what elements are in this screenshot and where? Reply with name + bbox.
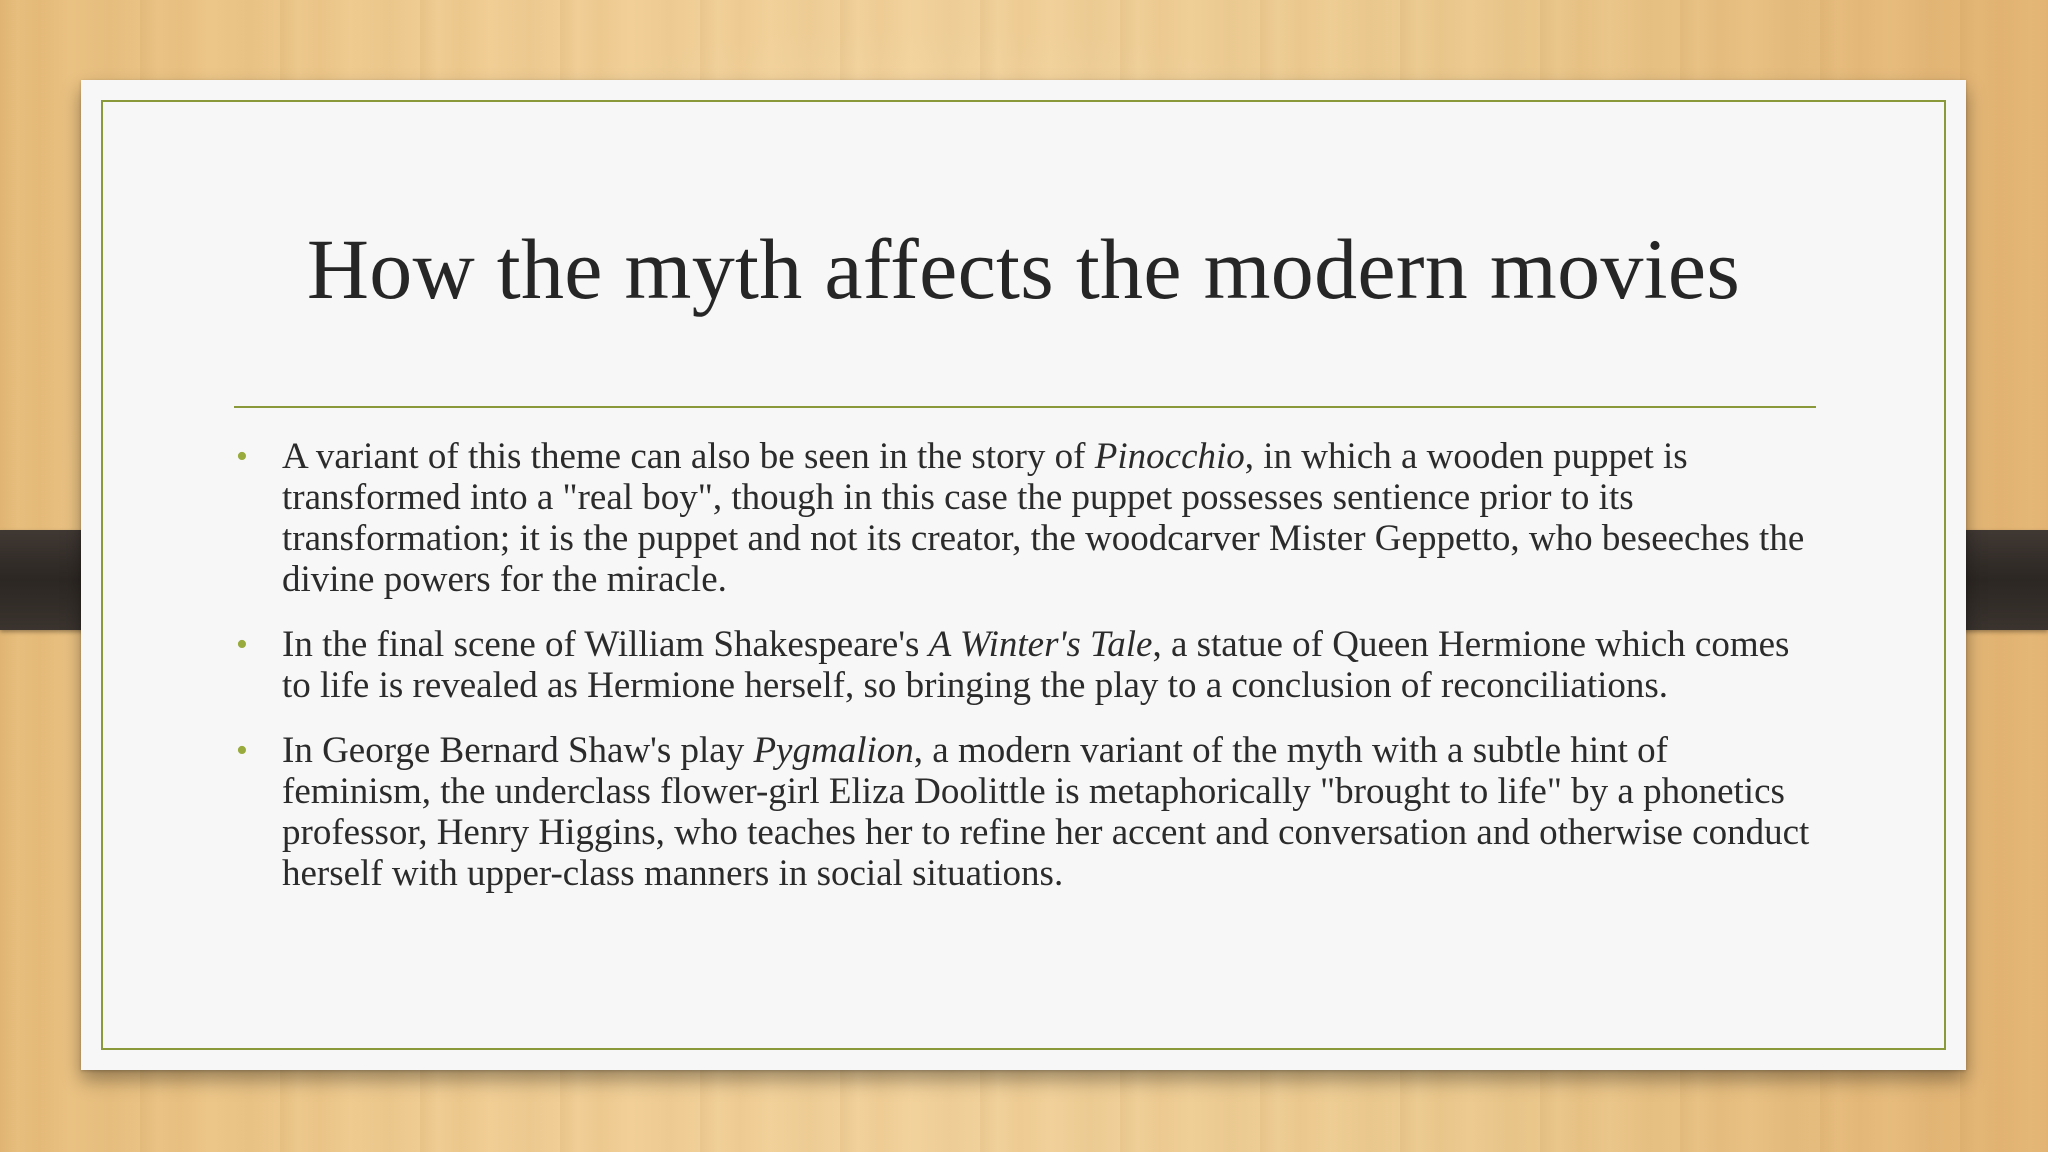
bullet-text-after: , in which a wooden puppet is transformed into a "real boy", though in this case the puppet possesses sentience prior to its transformation; it is the puppet and not its creator, the woodcarver Mister Geppetto, who beseeches the divine powers for the miracle.: [282, 436, 1805, 600]
bullet-dot-icon: •: [236, 438, 248, 475]
bullet-dot-icon: •: [236, 626, 248, 663]
bullet-item-winters-tale: [234, 624, 1824, 706]
bullet-text-before: In the final scene of William Shakespeare's: [282, 624, 929, 665]
work-title-winters-tale: A Winter's Tale: [928, 624, 1153, 665]
bullet-text-before: A variant of this theme can also be seen in the story of: [282, 436, 1095, 477]
work-title-pygmalion: Pygmalion: [753, 730, 914, 771]
slide-card: [81, 80, 1966, 1070]
bullet-item-pinocchio: [234, 436, 1824, 600]
bullet-text-before: In George Bernard Shaw's play: [282, 730, 754, 771]
bullet-dot-icon: •: [236, 732, 248, 769]
bullet-text-after: , a modern variant of the myth with a subtle hint of feminism, the underclass flower-girl Eliza Doolittle is metaphorically "brought to life" by a phonetics professor, Henry Higgins, who teaches her to refine her accent and conversation and otherwise conduct herself with upper-class manners in social situations.: [282, 730, 1810, 894]
work-title-pinocchio: Pinocchio: [1094, 436, 1245, 477]
bullet-text-after: , a statue of Queen Hermione which comes to life is revealed as Hermione herself, so bringing the play to a conclusion of reconciliations.: [282, 624, 1790, 706]
title-divider: [234, 406, 1816, 408]
bullet-item-pygmalion: [234, 730, 1824, 894]
bullet-list: [234, 436, 1824, 918]
slide-title: How the myth affects the modern movies: [306, 221, 1741, 317]
